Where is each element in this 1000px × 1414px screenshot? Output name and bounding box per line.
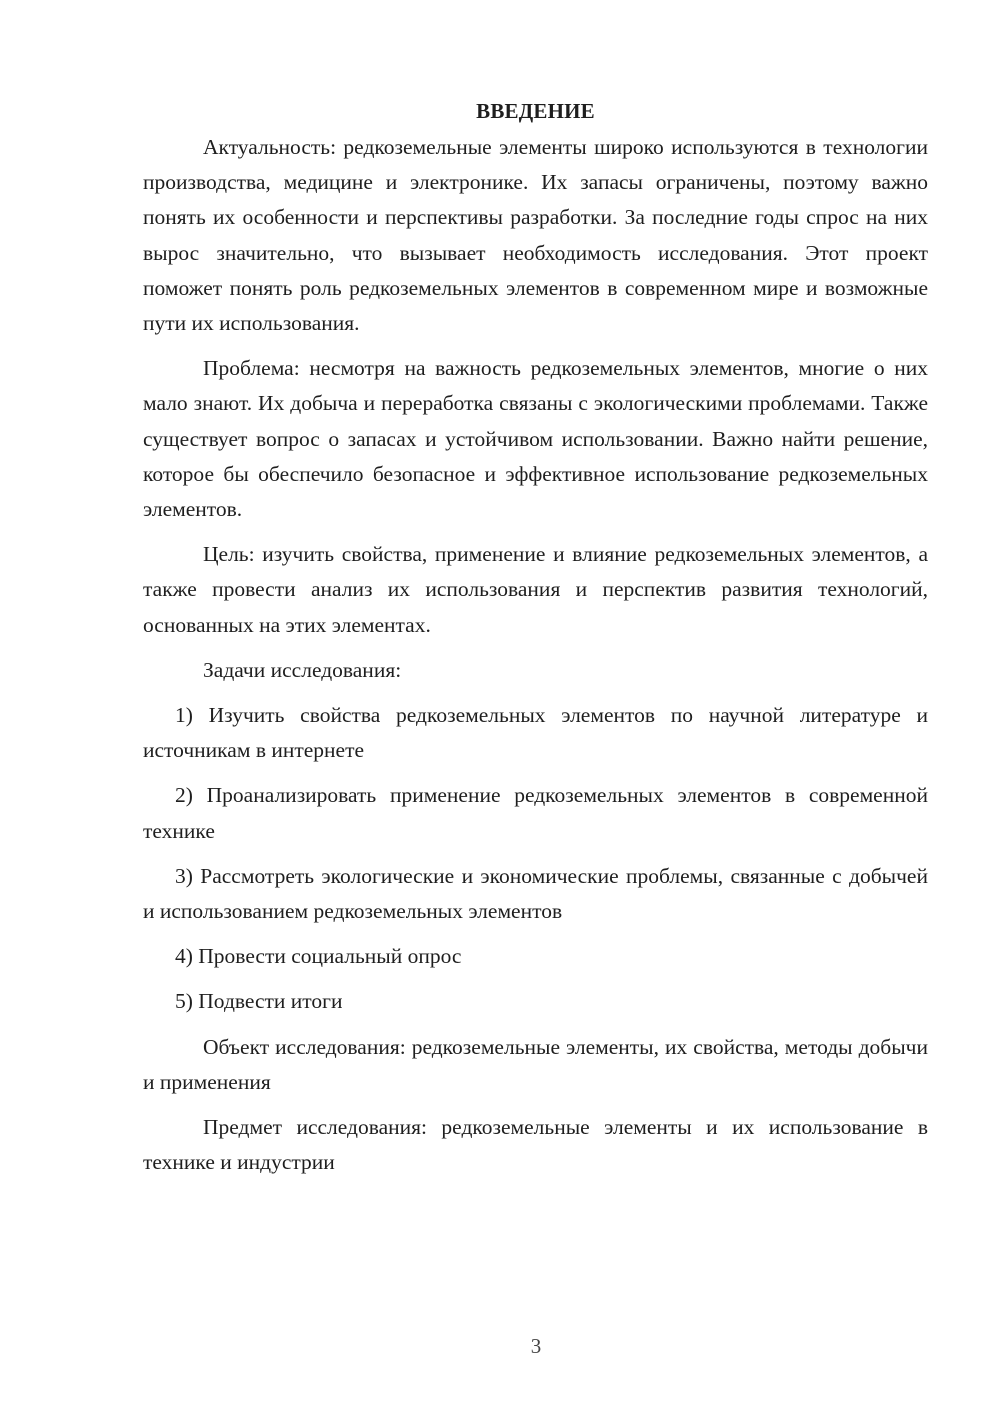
paragraph-problem: Проблема: несмотря на важность редкоземельных элементов, многие о них мало знают. Их добыча и переработка связаны с экологическими проблемами. Также существует вопрос о запасах и устойчивом использовании. Важно найти решение, которое бы обеспечило безопасное и эффективное использование редкоземельных элементов. (143, 356, 928, 522)
task-item-3: 3) Рассмотреть экологические и экономические проблемы, связанные с добычей и использованием редкоземельных элементов (143, 863, 928, 924)
task-item-5: 5) Подвести итоги (175, 989, 343, 1014)
tasks-heading: Задачи исследования: (203, 657, 402, 682)
task-item-4: 4) Провести социальный опрос (175, 944, 462, 969)
page-title: ВВЕДЕНИЕ (476, 99, 595, 123)
paragraph-goal: Цель: изучить свойства, применение и влияние редкоземельных элементов, а также провести анализ их использования и перспектив развития технологий, основанных на этих элементах. (143, 542, 928, 637)
task-item-2: 2) Проанализировать применение редкоземельных элементов в современной технике (143, 783, 928, 843)
task-item-1: 1) Изучить свойства редкоземельных элементов по научной литературе и источникам в интернете (143, 703, 928, 763)
paragraph-subject: Предмет исследования: редкоземельные элементы и их использование в технике и индустрии (143, 1115, 928, 1175)
paragraph-relevance: Актуальность: редкоземельные элементы широко используются в технологии производства, медицине и электронике. Их запасы ограничены, поэтому важно понять их особенности и перспективы разработки. За последние годы спрос на них вырос значительно, что вызывает необходимость исследования. Этот проект поможет понять роль редкоземельных элементов в современном мире и возможные пути их использования. (143, 135, 928, 336)
page-content (143, 96, 928, 1190)
paragraph-object: Объект исследования: редкоземельные элементы, их свойства, методы добычи и применения (143, 1034, 928, 1094)
page-number: 3 (530, 1334, 542, 1358)
